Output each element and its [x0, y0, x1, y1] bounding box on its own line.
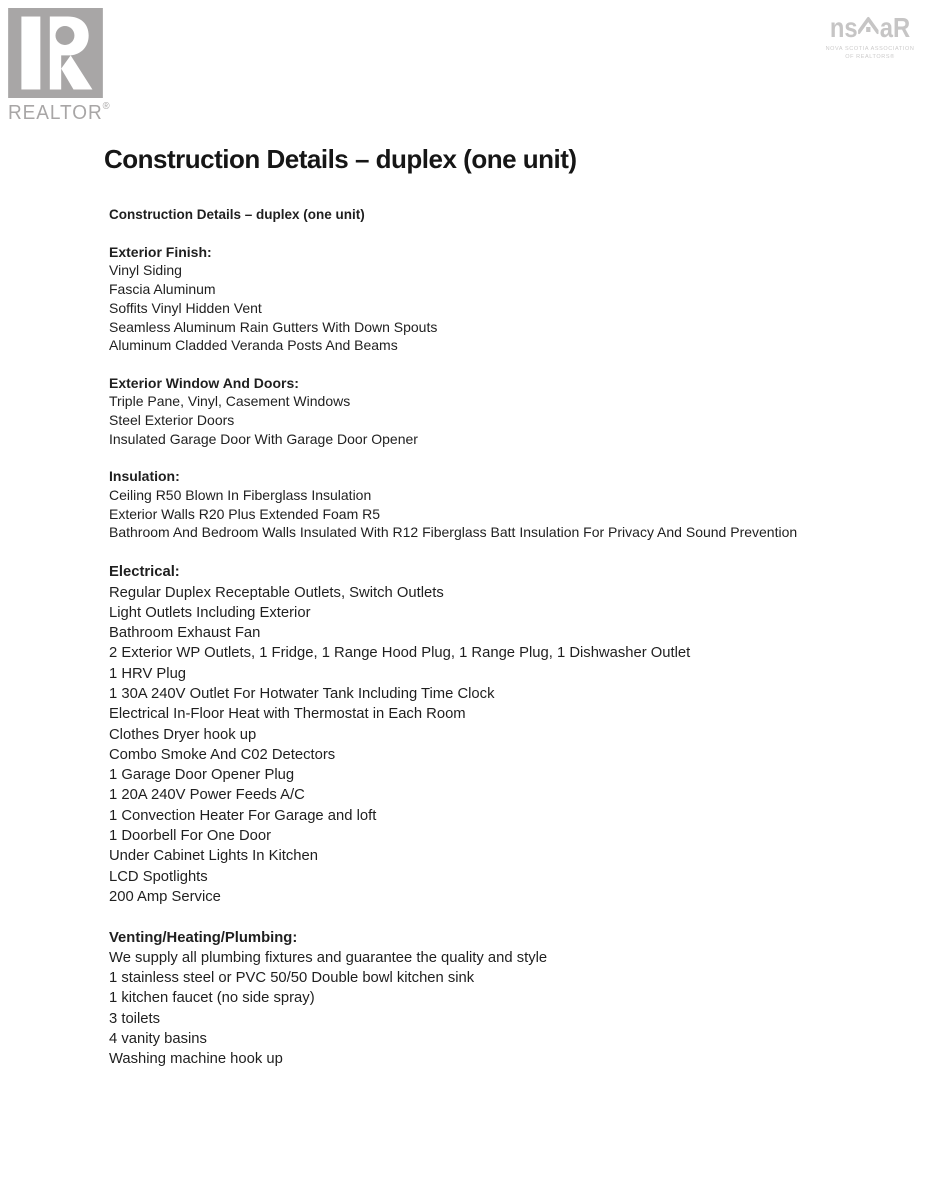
section-item: 1 20A 240V Power Feeds A/C — [109, 787, 305, 804]
document-subtitle: Construction Details – duplex (one unit) — [109, 207, 365, 222]
nsar-logo — [820, 12, 920, 62]
section-items — [109, 583, 899, 908]
section-item: Fascia Aluminum — [109, 281, 216, 298]
section-item: 1 Garage Door Opener Plug — [109, 767, 295, 784]
section-heading: Venting/Heating/Plumbing: — [109, 929, 298, 946]
section-item: 3 toilets — [109, 1010, 160, 1027]
section-item: Electrical In-Floor Heat with Thermostat in Each Room — [109, 706, 466, 723]
section-item: LCD Spotlights — [109, 868, 208, 885]
section-item: 1 Convection Heater For Garage and loft — [109, 807, 377, 824]
house-roof-icon — [858, 12, 878, 41]
section-item: Washing machine hook up — [109, 1051, 283, 1068]
section-item: 1 HRV Plug — [109, 665, 187, 682]
section-item: 1 stainless steel or PVC 50/50 Double bowl kitchen sink — [109, 970, 475, 987]
nsar-caption: NOVA SCOTIA ASSOCIATION OF REALTORS® — [825, 46, 915, 61]
section-items — [109, 392, 899, 448]
section-item: 1 Doorbell For One Door — [109, 828, 272, 845]
section-item: Vinyl Siding — [109, 262, 182, 279]
sections — [109, 243, 899, 1070]
section-item: Clothes Dryer hook up — [109, 726, 257, 743]
section-heading: Exterior Window And Doors: — [109, 374, 299, 391]
realtor-wordmark: REALTOR® — [8, 101, 110, 124]
section-item: Regular Duplex Receptable Outlets, Switch Outlets — [109, 584, 444, 601]
section-item: Seamless Aluminum Rain Gutters With Down Spouts — [109, 318, 438, 335]
realtor-block-r-icon — [8, 8, 103, 98]
section-item: 2 Exterior WP Outlets, 1 Fridge, 1 Range Hood Plug, 1 Range Plug, 1 Dishwasher Outlet — [109, 645, 691, 662]
section — [109, 243, 899, 355]
section-item: 1 kitchen faucet (no side spray) — [109, 990, 315, 1007]
section-item: 1 30A 240V Outlet For Hotwater Tank Including Time Clock — [109, 685, 495, 702]
realtor-logo — [8, 8, 118, 125]
section-item: Triple Pane, Vinyl, Casement Windows — [109, 393, 351, 410]
section-item: Under Cabinet Lights In Kitchen — [109, 848, 318, 865]
section-item: Bathroom Exhaust Fan — [109, 625, 261, 642]
section-item: 200 Amp Service — [109, 888, 221, 905]
section-item: We supply all plumbing fixtures and guarantee the quality and style — [109, 949, 548, 966]
section-items — [109, 948, 899, 1070]
section-item: Light Outlets Including Exterior — [109, 604, 311, 621]
section-item: Bathroom And Bedroom Walls Insulated With R12 Fiberglass Batt Insulation For Privacy And Sound Prevention — [109, 524, 798, 541]
section-items — [109, 486, 899, 542]
section-heading: Insulation: — [109, 468, 180, 485]
nsar-wordmark-right: aR — [879, 12, 911, 43]
section-item: 4 vanity basins — [109, 1031, 207, 1048]
registered-mark: ® — [102, 101, 110, 112]
section — [109, 467, 899, 542]
section — [109, 562, 899, 907]
nsar-wordmark — [828, 12, 913, 42]
nsar-wordmark-left: ns — [829, 12, 858, 43]
section-heading: Exterior Finish: — [109, 243, 212, 260]
section-item: Insulated Garage Door With Garage Door Opener — [109, 430, 418, 447]
section-item: Steel Exterior Doors — [109, 412, 235, 428]
section-heading: Electrical: — [109, 564, 180, 581]
section — [109, 374, 899, 449]
page-title: Construction Details – duplex (one unit) — [104, 144, 577, 174]
section-item: Exterior Walls R20 Plus Extended Foam R5 — [109, 505, 381, 522]
section-item: Ceiling R50 Blown In Fiberglass Insulation — [109, 486, 372, 503]
section-item: Soffits Vinyl Hidden Vent — [109, 299, 262, 316]
section — [109, 928, 899, 1070]
section-items — [109, 261, 899, 355]
section-item: Aluminum Cladded Veranda Posts And Beams — [109, 337, 398, 354]
section-item: Combo Smoke And C02 Detectors — [109, 746, 336, 763]
document-body — [109, 205, 899, 1070]
